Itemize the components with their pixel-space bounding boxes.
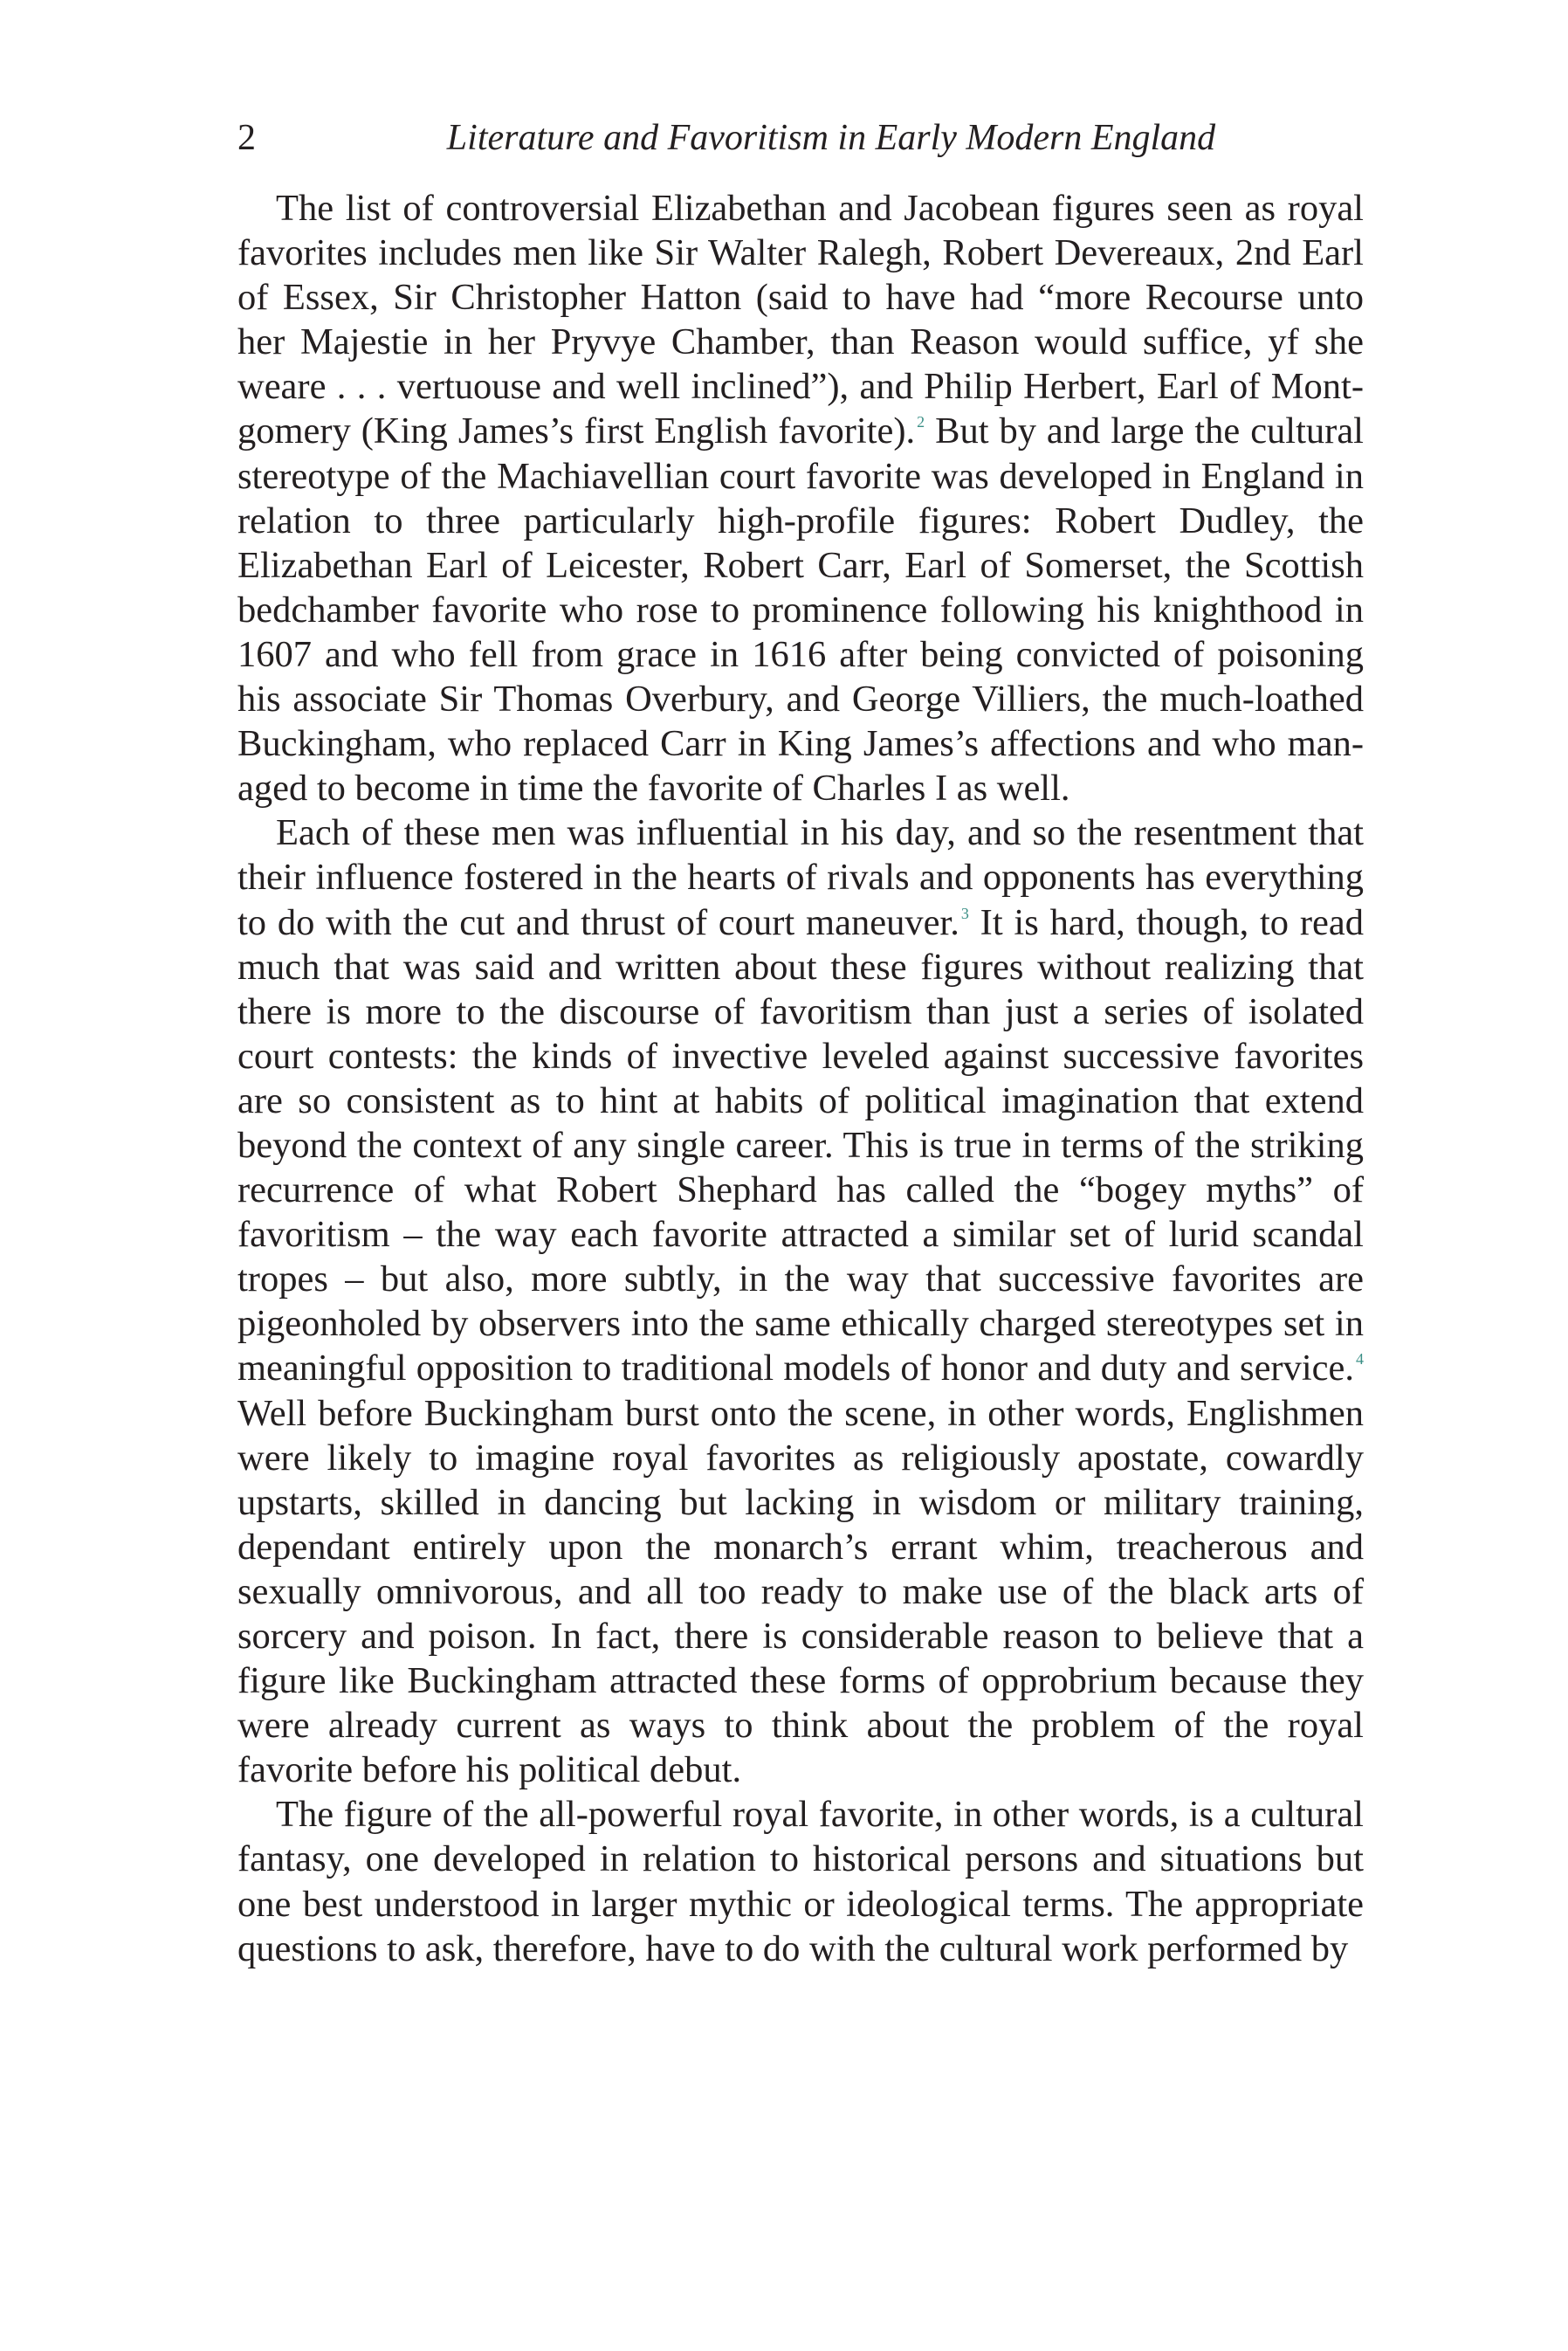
paragraph <box>237 1792 1364 1970</box>
running-head <box>237 112 1364 164</box>
page-number: 2 <box>237 118 256 158</box>
paragraph <box>237 186 1364 810</box>
footnote-marker[interactable]: 2 <box>917 413 925 431</box>
body-text <box>237 186 1364 1971</box>
text-segment: Each of these men was influential in his day, and so the resentment that their influence fostered in the hearts of rivals and opponents has everything to do with the cut and thrust of court maneuver. <box>237 812 1364 943</box>
running-title: Literature and Favoritism in Early Modern England <box>446 118 1216 158</box>
text-segment: Well before Buckingham burst onto the scene, in other words, Englishmen were likely to imagine royal favorites as religiously apostate, cowardly upstarts, skilled in dancing but lacking in wisdom or military training, dependant entirely upon the monarch’s errant whim, treacherous and sexually omnivorous, and all too ready to make use of the black arts of sorcery and poison. In fact, there is considerable reason to believe that a figure like Buckingham attracted these forms of opprobrium because they were already current as ways to think about the problem of the royal favorite before his political debut. <box>237 1392 1364 1791</box>
footnote-marker[interactable]: 3 <box>960 904 969 922</box>
footnote-marker[interactable]: 4 <box>1356 1350 1364 1369</box>
text-segment: It is hard, though, to read much that was said and written about these figures without realizing that there is more to the discourse of favoritism than just a series of isolated court contests: the kinds of invective leveled against successive favorites are so consistent as to hint at habits of political imagination that extend beyond the context of any single career. This is true in terms of the striking recurrence of what Robert Shephard has called the “bogey myths” of favoritism – the way each favorite attracted a similar set of lurid scandal tropes – but also, more subtly, in the way that successive favorites are pigeonholed by observers into the same ethically charged stereotypes set in meaningful opposition to traditional models of honor and duty and service. <box>237 901 1364 1389</box>
text-segment: But by and large the cultural stereotype of the Machiavellian court favorite was developed in England in relation to three particularly high-profile figures: Robert Dudley, the Elizabethan Earl of Leicester, Robert Carr, Earl of Somerset, the Scottish bedchamber favorite who rose to prominence following his knighthood in 1607 and who fell from grace in 1616 after being convicted of poisoning his associate Sir Thomas Overbury, and George Villiers, the much-loathed Buckingham, who replaced Carr in King James’s affections and who managed to become in time the favorite of Charles I as well. <box>237 410 1364 810</box>
text-segment: The list of controversial Elizabethan and Jacobean figures seen as royal favorites includes men like Sir Walter Ralegh, Robert Devereaux, 2nd Earl of Essex, Sir Christopher Hatton (said to have had “more Recourse unto her Majestie in her Pryvye Chamber, than Reason would suffice, yf she weare . . . vertuouse and well inclined”), and Philip Herbert, Earl of Montgomery (King James’s first English favorite). <box>237 188 1364 452</box>
text-segment: The figure of the all-powerful royal favorite, in other words, is a cultural fantasy, one developed in relation to historical persons and situations but one best understood in larger mythic or ideological terms. The appropriate questions to ask, therefore, have to do with the cultural work performed by <box>237 1794 1364 1969</box>
paragraph <box>237 810 1364 1792</box>
